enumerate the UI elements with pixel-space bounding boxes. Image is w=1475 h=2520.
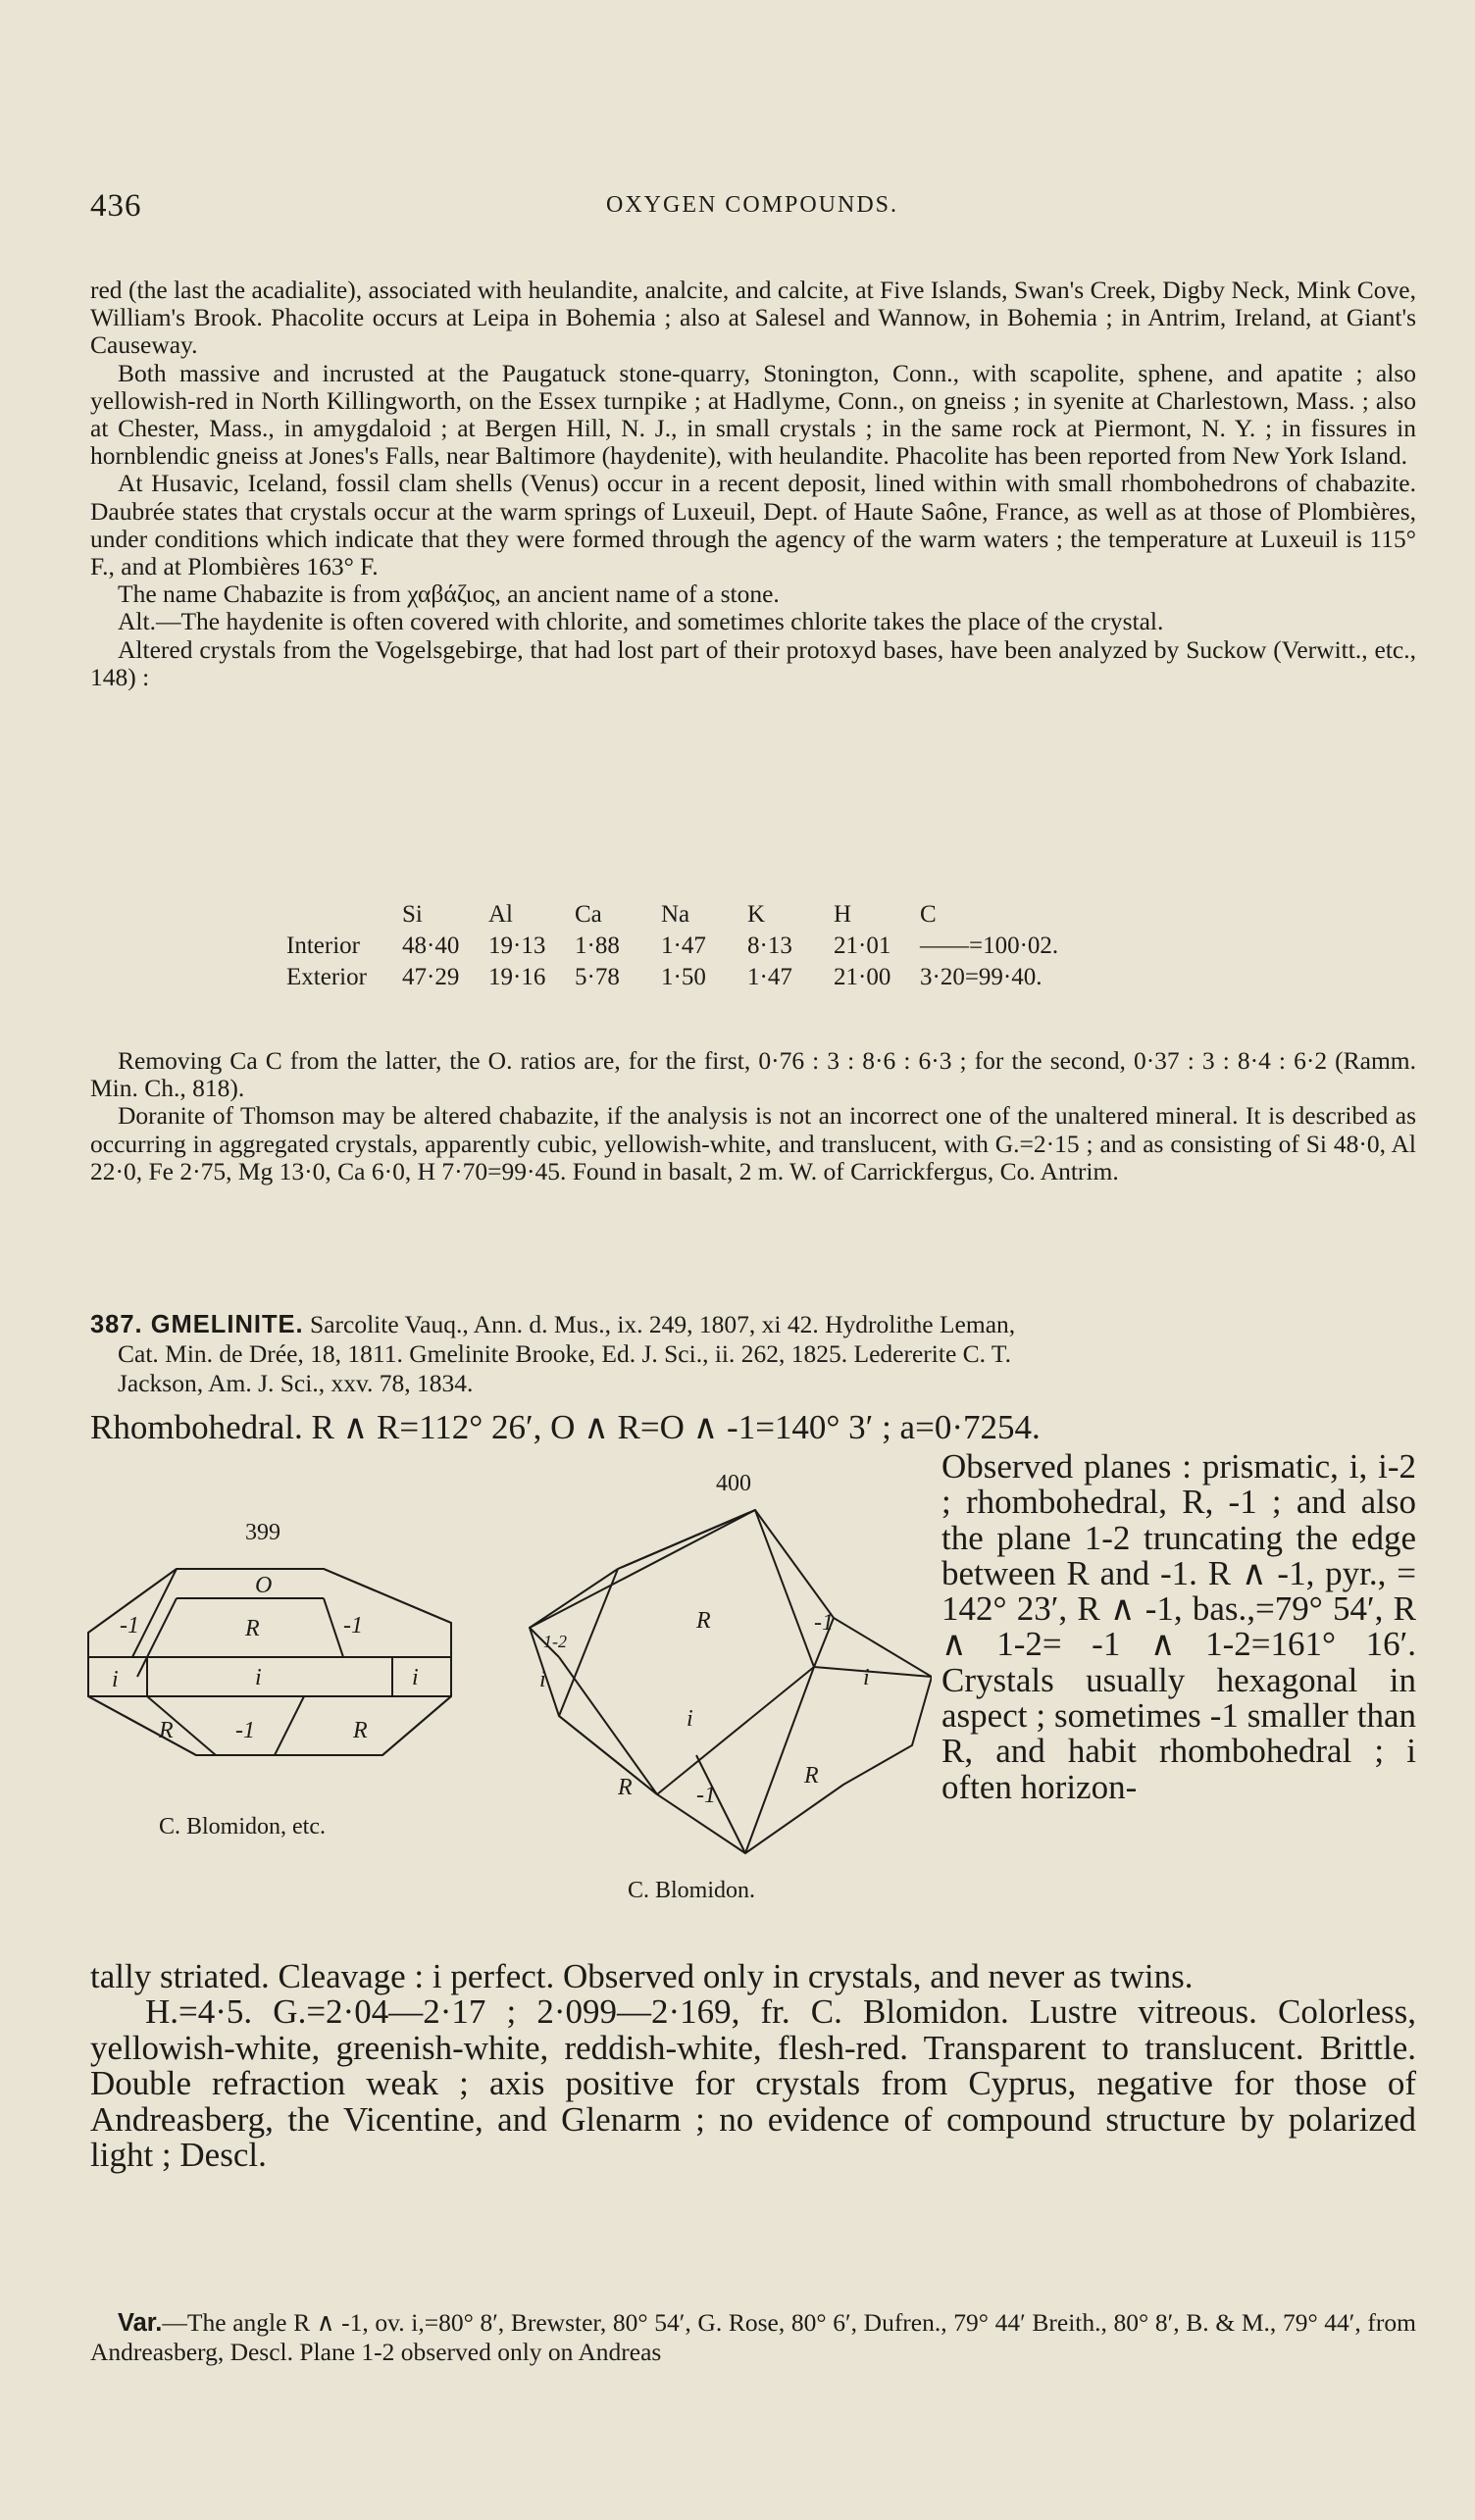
fig400-caption: C. Blomidon.	[628, 1878, 756, 1902]
paragraph-cleavage: tally striated. Cleavage : i perfect. Observed only in crystals, and never as twins.	[90, 1957, 1194, 1995]
fig399-face-label: R	[159, 1718, 174, 1743]
crystal-figures-drawing	[69, 1461, 932, 1902]
fig399-number: 399	[245, 1520, 280, 1545]
fig399-face-label: -1	[343, 1613, 363, 1638]
paragraph-husavic: At Husavic, Iceland, fossil clam shells (Venus) occur in a recent deposit, lined within with small rhombohedrons of chabazite. Daubrée states that crystals occur at the warm springs of Luxeuil, Dept. of Haute Saône, France, as well as at those of Plombières, under conditions which indicate that they were formed through the agency of the warm waters ; the temperature at Luxeuil is 115° F., and at Plombières 163° F.	[90, 469, 1416, 581]
full-width-text	[90, 1959, 1416, 2173]
table-cell: 21·01	[834, 932, 891, 959]
fig400-outline	[530, 1510, 932, 1853]
fig399-face-label: R	[353, 1718, 368, 1743]
fig399-caption: C. Blomidon, etc.	[159, 1814, 326, 1840]
entry-heading: 387. GMELINITE.	[90, 1311, 304, 1338]
column-header: Al	[488, 901, 513, 928]
fig400-face-label: -1	[814, 1610, 834, 1636]
table-cell: 48·40	[402, 932, 460, 959]
table-cell: 5·78	[575, 964, 620, 990]
fig400-face-label: 1-2	[543, 1632, 567, 1651]
column-header: C	[920, 901, 937, 928]
paragraph-oxygen-ratios: Removing Ca C from the latter, the O. ratios are, for the first, 0·76 : 3 : 8·6 : 6·3 ; for the second, 0·37 : 3 : 8·4 : 6·2 (Ramm. Min. Ch., 818).	[90, 1046, 1416, 1103]
fig400-number: 400	[716, 1471, 751, 1496]
fig400-face-label: -1	[696, 1783, 716, 1808]
fig399-face-label: R	[245, 1616, 260, 1641]
page-header	[90, 188, 1414, 227]
fig399-face-label: O	[255, 1573, 273, 1598]
table-cell: 19·13	[488, 932, 546, 959]
column-header: Na	[661, 901, 690, 928]
gmelinite-entry-heading	[90, 1310, 1416, 1398]
observed-planes-text: Observed planes : prismatic, i, i-2 ; rhombohedral, R, -1 ; and also the plane 1-2 truncating the edge between R and -1. R ∧ -1, pyr., = 142° 23′, R ∧ -1, bas.,=79° 54′, R ∧ 1-2= -1 ∧ 1-2=161° 16′. Crystals usually hexagonal in aspect ; sometimes -1 smaller than R, and habit rhombohedral ; i often horizon-	[941, 1447, 1416, 1806]
fig399-face-label: i	[112, 1667, 119, 1692]
var-label: Var.	[118, 2309, 163, 2337]
fig399-face-label: -1	[235, 1718, 255, 1743]
table-cell: 8·13	[747, 932, 792, 959]
fig399-face-label: -1	[120, 1613, 139, 1638]
crystal-figures	[69, 1461, 932, 1902]
right-column-text	[941, 1449, 1416, 1805]
table-cell: 1·47	[747, 964, 792, 990]
mid-text-block	[90, 1047, 1416, 1185]
fig399-face-label: i	[412, 1665, 419, 1690]
table-row	[286, 932, 1096, 963]
paragraph-localities-1: red (the last the acadialite), associated with heulandite, analcite, and calcite, at Five Islands, Swan's Creek, Digby Neck, Mink Cove, William's Brook. Phacolite occurs at Leipa in Bohemia ; also at Salesel and Wannow, in Bohemia ; in Antrim, Ireland, at Giant's Causeway.	[90, 276, 1416, 360]
table-cell: 1·47	[661, 932, 706, 959]
table-cell: 21·00	[834, 964, 891, 990]
fig400-face-label: i	[687, 1706, 693, 1732]
paragraph-name-origin: The name Chabazite is from χαβάζιος, an ancient name of a stone.	[118, 580, 780, 609]
column-header: Si	[402, 901, 423, 928]
synonymy-line-1: Sarcolite Vauq., Ann. d. Mus., ix. 249, 1807, xi 42. Hydrolithe Leman,	[310, 1310, 1016, 1338]
table-cell: 3·20=99·40.	[920, 964, 1043, 990]
synonymy-line-2: Cat. Min. de Drée, 18, 1811. Gmelinite Brooke, Ed. J. Sci., ii. 262, 1825. Ledererite C. T.	[118, 1339, 1011, 1368]
table-cell: ——=100·02.	[920, 932, 1059, 959]
column-header: K	[747, 901, 766, 928]
top-text-block	[90, 277, 1416, 691]
varieties-block	[90, 2308, 1416, 2366]
paragraph-physical-properties: H.=4·5. G.=2·04—2·17 ; 2·099—2·169, fr. C. Blomidon. Lustre vitreous. Colorless, yellowish-white, greenish-white, reddish-white, flesh-red. Transparent to translucent. Brittle. Double refraction weak ; axis positive for crystals from Cyprus, negative for those of Andreasberg, the Vicentine, and Glenarm ; no evidence of compound structure by polarized light ; Descl.	[90, 1992, 1416, 2175]
row-label: Exterior	[286, 964, 367, 990]
table-header-row	[286, 900, 1096, 932]
paragraph-localities-2: Both massive and incrusted at the Paugatuck stone-quarry, Stonington, Conn., with scapolite, sphene, and apatite ; also yellowish-red in North Killingworth, on the Essex turnpike ; at Hadlyme, Conn., on gneiss ; in syenite at Charlestown, Mass. ; also at Chester, Mass., in amygdaloid ; at Bergen Hill, N. J., in small crystals ; in the same rock at Piermont, N. Y. ; in fissures in hornblendic gneiss at Jones's Falls, near Baltimore (haydenite), with heulandite. Phacolite has been reported from New York Island.	[90, 358, 1416, 471]
fig400-face-label: i	[863, 1665, 870, 1690]
paragraph-analysis-intro: Altered crystals from the Vogelsgebirge, that had lost part of their protoxyd bases, have been analyzed by Suckow (Verwitt., etc., 148) :	[90, 634, 1416, 691]
analysis-table	[286, 900, 1096, 994]
fig400-face-label: R	[804, 1763, 819, 1789]
paragraph-alteration: Alt.—The haydenite is often covered with chlorite, and sometimes chlorite takes the place of the crystal.	[118, 607, 1164, 636]
synonymy-line-3: Jackson, Am. J. Sci., xxv. 78, 1834.	[118, 1369, 474, 1397]
table-cell: 1·50	[661, 964, 706, 990]
running-title: OXYGEN COMPOUNDS.	[605, 192, 899, 218]
table-cell: 47·29	[402, 964, 460, 990]
fig399-face-label: i	[255, 1665, 262, 1690]
table-row	[286, 963, 1096, 994]
rhombohedral-line: Rhombohedral. R ∧ R=112° 26′, O ∧ R=O ∧ -1=140° 3′ ; a=0·7254.	[90, 1408, 1041, 1446]
row-label: Interior	[286, 932, 360, 959]
table-cell: 1·88	[575, 932, 620, 959]
column-header: Ca	[575, 901, 602, 928]
var-text: —The angle R ∧ -1, ov. i,=80° 8′, Brewster, 80° 54′, G. Rose, 80° 6′, Dufren., 79° 44′ Breith., 80° 8′, B. & M., 79° 44′, from Andreasberg, Descl. Plane 1-2 observed only on Andreas	[90, 2308, 1416, 2366]
fig400-face-label: R	[696, 1608, 711, 1634]
fig400-face-label: i	[539, 1667, 546, 1692]
table-cell: 19·16	[488, 964, 546, 990]
fig400-face-label: R	[618, 1775, 633, 1800]
paragraph-doranite: Doranite of Thomson may be altered chabazite, if the analysis is not an incorrect one of the unaltered mineral. It is described as occurring in aggregated crystals, apparently cubic, yellowish-white, and translucent, with G.=2·15 ; and as consisting of Si 48·0, Al 22·0, Fe 2·75, Mg 13·0, Ca 6·0, H 7·70=99·45. Found in basalt, 2 m. W. of Carrickfergus, Co. Antrim.	[90, 1101, 1416, 1185]
page-number: 436	[90, 188, 142, 224]
column-header: H	[834, 901, 852, 928]
